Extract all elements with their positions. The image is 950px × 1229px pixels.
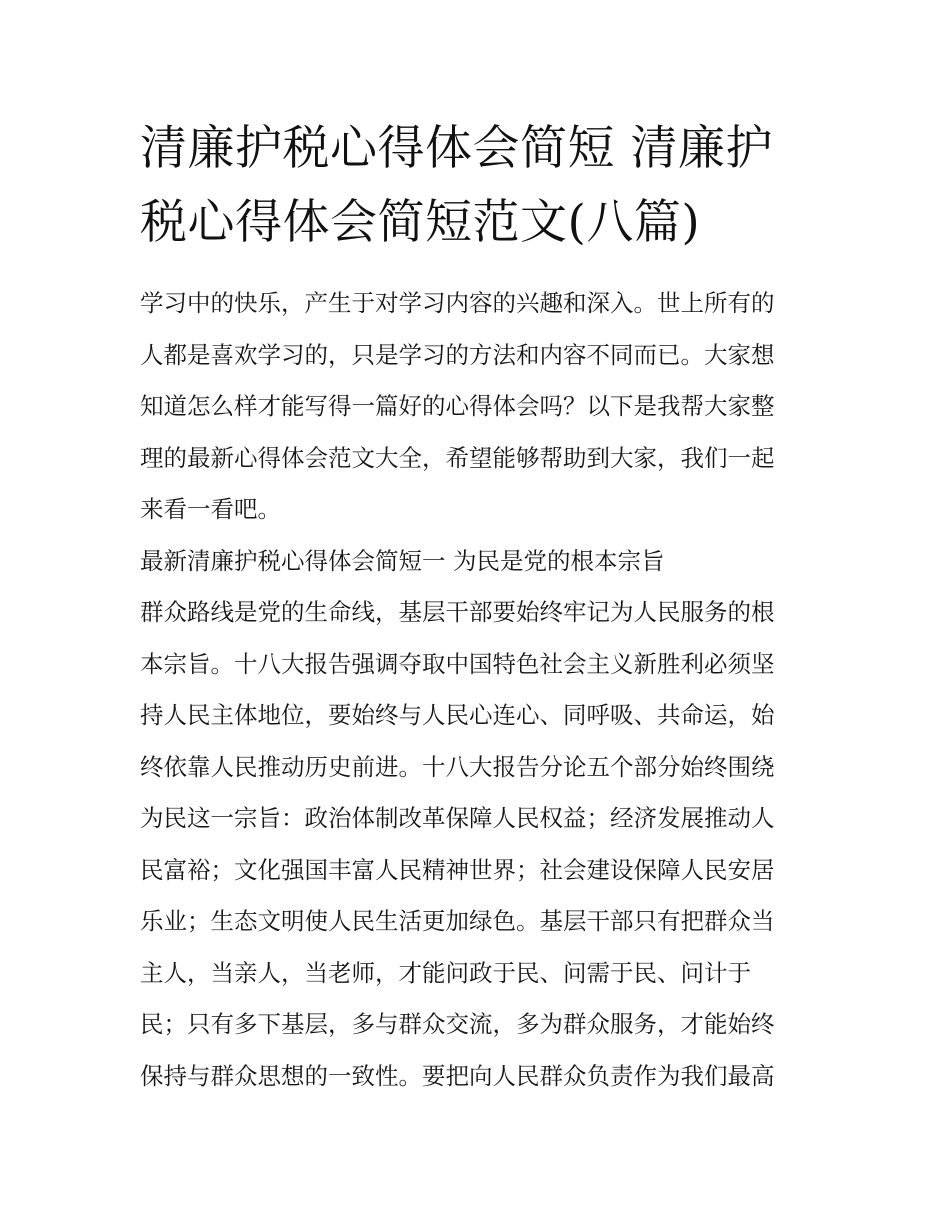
section-heading-1: 最新清廉护税心得体会简短一 为民是党的根本宗旨: [140, 546, 665, 575]
document-body: [140, 278, 812, 1102]
body-line-1: 学习中的快乐，产生于对学习内容的兴趣和深入。世上所有的: [140, 289, 775, 317]
body-line-16: 保持与群众思想的一致性。要把向人民群众负责作为我们最高: [140, 1061, 775, 1090]
body-line-9: 持人民主体地位，要始终与人民心连心、同呼吸、共命运，始: [140, 701, 775, 729]
body-line-4: 理的最新心得体会范文大全，希望能够帮助到大家，我们一起: [140, 443, 775, 472]
body-line-11: 为民这一宗旨：政治体制改革保障人民权益；经济发展推动人: [140, 804, 775, 832]
body-line-14: 主人，当亲人，当老师，才能问政于民、问需于民、问计于: [140, 958, 751, 987]
body-line-10: 终依靠人民推动历史前进。十八大报告分论五个部分始终围绕: [140, 752, 775, 781]
title-line-1: 清廉护税心得体会简短 清廉护: [140, 121, 773, 176]
title-line-2: 税心得体会简短范文(八篇): [140, 195, 701, 250]
body-line-8: 本宗旨。十八大报告强调夺取中国特色社会主义新胜利必须坚: [140, 649, 775, 678]
body-line-7: 群众路线是党的生命线，基层干部要始终牢记为人民服务的根: [140, 598, 775, 626]
body-line-2: 人都是喜欢学习的，只是学习的方法和内容不同而已。大家想: [140, 340, 775, 369]
body-line-5: 来看一看吧。: [140, 495, 281, 523]
document-content: [140, 112, 812, 1102]
body-line-13: 乐业；生态文明使人民生活更加绿色。基层干部只有把群众当: [140, 907, 775, 935]
body-line-3: 知道怎么样才能写得一篇好的心得体会吗？以下是我帮大家整: [140, 392, 775, 420]
body-line-15: 民；只有多下基层，多与群众交流，多为群众服务，才能始终: [140, 1010, 775, 1038]
body-line-12: 民富裕；文化强国丰富人民精神世界；社会建设保障人民安居: [140, 855, 775, 884]
document-title: [140, 112, 812, 260]
